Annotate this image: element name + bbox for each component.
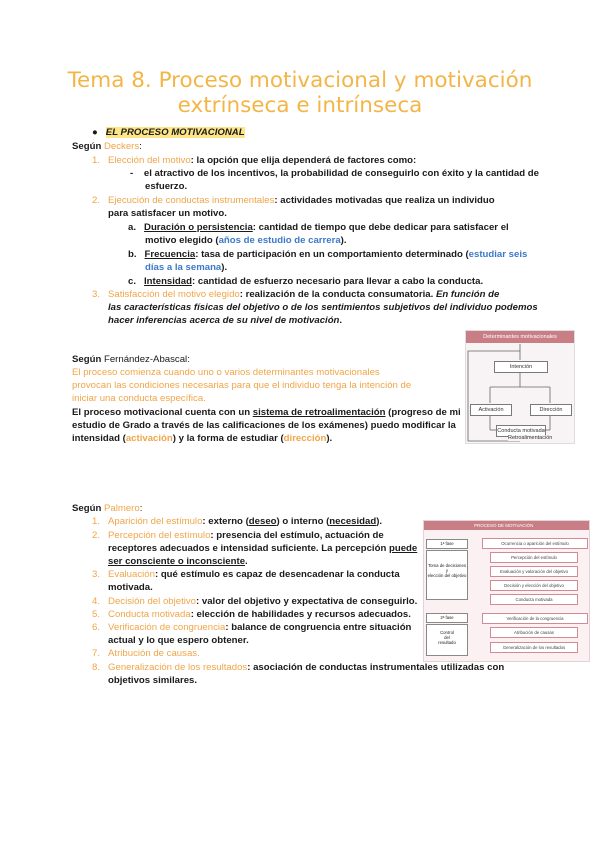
para-orange: dirección	[283, 433, 327, 444]
item-term: Verificación de congruencia	[108, 622, 226, 633]
item-number: 4.	[92, 596, 101, 607]
item-text: : elección de habilidades y recursos adecuados.	[190, 609, 411, 620]
table-cell: Decisión y elección del objetivo	[490, 580, 578, 591]
item-term: Aparición del estímulo	[108, 516, 203, 527]
table-header: PROCESO DE MOTIVACIÓN	[424, 521, 589, 530]
sub-term: Intensidad	[144, 276, 192, 287]
item-term: Evaluación	[108, 569, 155, 580]
item-italic: hacer inferencias acerca de su nivel de motivación	[108, 315, 340, 326]
deckers-item-3-line-3	[108, 314, 342, 327]
palmero-heading	[72, 502, 142, 515]
palmero-intro: Según	[72, 503, 104, 514]
toma-line-3: elección del objetivo	[427, 573, 467, 578]
item-term: Generalización de los resultados	[108, 662, 248, 673]
para-text: ).	[326, 433, 333, 444]
item-underline: necesidad	[329, 516, 377, 527]
deckers-item-1-sub-2: esfuerzo.	[145, 181, 188, 192]
item-text: .	[197, 648, 200, 659]
item-number: 1.	[92, 155, 101, 166]
palmero-item-3	[92, 568, 400, 581]
palmero-item-2	[92, 529, 384, 542]
para-orange: activación	[125, 433, 173, 444]
table-cell: Verificación de la congruencia	[482, 613, 588, 624]
palmero-item-5	[92, 608, 411, 621]
palmero-item-2-line-2	[108, 542, 417, 555]
intencion-box: Intención	[494, 361, 548, 373]
control-line-2: del	[444, 635, 450, 640]
palmero-item-2-line-3	[108, 555, 248, 568]
fernandez-p3	[72, 432, 332, 445]
item-underline: deseo	[248, 516, 277, 527]
item-text: ) o interno (	[276, 516, 330, 527]
phase-1-box	[426, 550, 468, 600]
item-text: : presencia del estímulo, actuación de	[210, 530, 384, 541]
item-number: 5.	[92, 609, 101, 620]
palmero-item-6-line-2: actual y lo que espero obtener.	[108, 635, 249, 646]
item-text: : realización de la conducta consumatoria.	[239, 289, 436, 300]
item-text: : la opción que elija dependerá de factores como:	[190, 155, 417, 166]
sub-text: ).	[340, 235, 347, 246]
para-text: intensidad (	[72, 433, 126, 444]
item-text: .	[245, 556, 248, 567]
table-cell: Percepción del estímulo	[490, 552, 578, 563]
item-term: Atribución de causas	[108, 648, 198, 659]
fernandez-p2: estudio de Grado a través de las calificaciones de los exámenes) puedo modificar la	[72, 420, 456, 431]
fernandez-p1	[72, 406, 461, 419]
item-text: ).	[376, 516, 383, 527]
deckers-sub-a	[128, 221, 509, 234]
item-number: 8.	[92, 662, 101, 673]
motivation-process-table	[423, 520, 590, 662]
deckers-sub-c	[128, 275, 483, 288]
sub-text: ).	[221, 262, 228, 273]
example-text: estudiar seis	[468, 249, 528, 260]
sub-letter: a.	[128, 222, 137, 233]
control-line-3: resultado	[438, 640, 456, 645]
toma-line-2: y	[445, 568, 449, 573]
deckers-item-1-sub	[130, 167, 539, 180]
retro-label: Retroalimentación	[508, 435, 553, 441]
item-number: 6.	[92, 622, 101, 633]
deckers-sub-b-2	[145, 261, 227, 274]
item-number: 7.	[92, 648, 101, 659]
fernandez-orange-3: iniciar una conducta específica.	[72, 393, 206, 404]
table-cell: Generalización de los resultados	[490, 642, 578, 653]
sub-term: Frecuencia	[144, 249, 196, 260]
item-italic: En función de	[435, 289, 500, 300]
fernandez-intro: Según	[72, 354, 104, 365]
palmero-item-4	[92, 595, 417, 608]
palmero-item-1	[92, 515, 382, 528]
item-number: 2.	[92, 530, 101, 541]
item-number: 3.	[92, 569, 101, 580]
sub-text: : cantidad de esfuerzo necesario para llevar a cabo la conducta.	[192, 276, 484, 287]
item-term: Conducta motivada	[108, 609, 191, 620]
example-text: años de estudio de carrera	[218, 235, 341, 246]
sub-letter: c.	[128, 276, 137, 287]
deckers-heading	[72, 140, 142, 153]
sub-text: motivo elegido (	[145, 235, 219, 246]
item-text: : balance de congruencia entre situación	[225, 622, 412, 633]
deckers-item-3	[92, 288, 499, 301]
para-text: (progreso de mi	[385, 407, 461, 418]
phase-2-label: 2ª fase	[426, 613, 468, 623]
motivational-process-diagram	[465, 330, 575, 444]
table-cell: Ocurrencia o aparición del estímulo	[482, 538, 588, 549]
fernandez-author: Fernández-Abascal	[103, 354, 188, 365]
title-line-2: extrínseca e intrínseca	[177, 93, 423, 118]
sub-text: : tasa de participación en un comportamiento determinado (	[195, 249, 469, 260]
fernandez-orange-1: El proceso comienza cuando uno o varios determinantes motivacionales	[72, 367, 380, 378]
item-text: : externo (	[202, 516, 249, 527]
deckers-item-3-line-2: las características físicas del objetivo o de los sentimientos subjetivos del individuo podemos	[108, 302, 538, 313]
sub-line-1: el atractivo de los incentivos, la probabilidad de conseguirlo con éxito y la cantidad de	[143, 168, 539, 179]
deckers-sub-a-2	[145, 234, 347, 247]
deckers-intro: Según	[72, 141, 104, 152]
item-term: Elección del motivo	[108, 155, 191, 166]
palmero-author: Palmero	[103, 503, 140, 514]
item-term: Satisfacción del motivo elegido	[108, 289, 240, 300]
palmero-item-7	[92, 647, 200, 660]
sub-letter: b.	[128, 249, 137, 260]
sub-term: Duración o persistencia	[144, 222, 253, 233]
item-text: : asociación de conductas instrumentales utilizadas con	[247, 662, 505, 673]
fernandez-orange-2: provocan las condiciones necesarias para que el individuo tenga la intención de	[72, 380, 412, 391]
deckers-sub-b	[128, 248, 527, 261]
table-cell: Conducta motivada	[490, 594, 578, 605]
palmero-item-8	[92, 661, 504, 674]
title-line-1: Tema 8. Proceso motivacional y motivación	[67, 68, 533, 93]
table-cell: Atribución de causas	[490, 627, 578, 638]
control-line-1: Control	[440, 630, 454, 635]
deckers-colon: :	[139, 141, 142, 152]
item-text: .	[339, 315, 343, 326]
deckers-item-2	[92, 194, 495, 207]
deckers-item-2-line-2: para satisfacer un motivo.	[108, 208, 227, 219]
item-text: : actividades motivadas que realiza un individuo	[274, 195, 495, 206]
toma-line-1: Toma de decisiones	[428, 563, 466, 568]
diagram-header: Determinantes motivacionales	[466, 331, 574, 343]
palmero-colon: :	[139, 503, 143, 514]
palmero-item-8-line-2: objetivos similares.	[108, 675, 198, 686]
item-term: Percepción del estímulo	[108, 530, 211, 541]
item-underline: ser consciente o inconsciente	[108, 556, 246, 567]
phase-2-box	[426, 624, 468, 656]
bullet-icon: ●	[92, 127, 98, 138]
para-text: ) y la forma de estudiar (	[172, 433, 284, 444]
section-heading	[92, 126, 245, 139]
item-text: : qué estímulo es capaz de desencadenar la conducta	[154, 569, 400, 580]
item-text: : valor del objetivo y expectativa de conseguirlo.	[196, 596, 418, 607]
palmero-item-6	[92, 621, 411, 634]
diagram-arrows	[466, 331, 574, 443]
item-number: 3.	[92, 289, 101, 300]
activacion-box: Activación	[470, 404, 512, 416]
item-text: receptores adecuados e intensidad suficiente. La percepción	[108, 543, 389, 554]
conducta-box: Conducta motivada	[496, 425, 546, 437]
para-text: El proceso motivacional cuenta con un	[72, 407, 253, 418]
item-number: 1.	[92, 516, 101, 527]
item-term: Decisión del objetivo	[108, 596, 197, 607]
fernandez-heading	[72, 353, 190, 366]
item-term: Ejecución de conductas instrumentales	[108, 195, 275, 206]
dash: -	[130, 168, 134, 179]
item-number: 2.	[92, 195, 101, 206]
fernandez-colon: :	[187, 354, 190, 365]
para-underline: sistema de retroalimentación	[252, 407, 386, 418]
palmero-item-3-line-2: motivada.	[108, 582, 153, 593]
item-underline: puede	[388, 543, 418, 554]
phase-1-label: 1ª fase	[426, 539, 468, 549]
section-heading-text: EL PROCESO MOTIVACIONAL	[105, 127, 245, 138]
table-cell: Evaluación y valoración del objetivo	[490, 566, 578, 577]
deckers-item-1	[92, 154, 416, 167]
example-text: días a la semana	[145, 262, 222, 273]
sub-text: : cantidad de tiempo que debe dedicar para satisfacer el	[252, 222, 509, 233]
direccion-box: Dirección	[530, 404, 572, 416]
deckers-author: Deckers	[103, 141, 140, 152]
page-title	[40, 68, 560, 118]
